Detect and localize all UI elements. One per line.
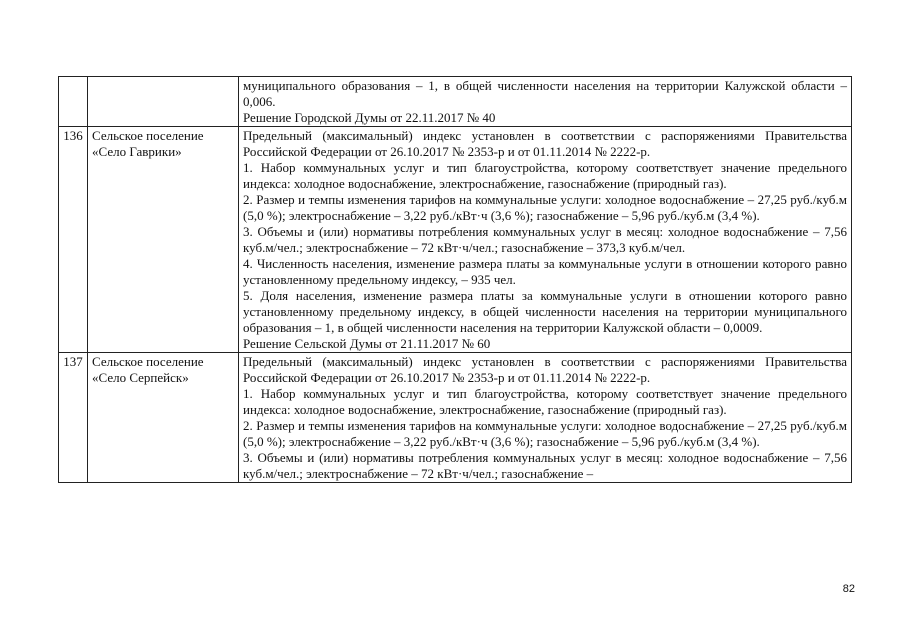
municipality-type: Сельское поселение	[92, 354, 204, 369]
municipality-name-cell	[88, 77, 239, 127]
municipality-name-cell	[88, 353, 239, 483]
municipality-name: «Село Серпейск»	[92, 370, 189, 385]
row-description-cell	[239, 127, 852, 353]
paragraph-tariffs: 2. Размер и темпы изменения тарифов на коммунальные услуги: холодное водоснабжение – 27,25 руб./куб.м (5,0 %); электроснабжение – 3,22 руб./кВт·ч (3,6 %); газоснабжение – 5,96 руб./куб.м (3,4 %).	[243, 192, 847, 223]
paragraph-service-set: 1. Набор коммунальных услуг и тип благоустройства, которому соответствует значение предельного индекса: холодное водоснабжение, электроснабжение, газоснабжение (природный газ).	[243, 386, 847, 417]
table-row	[59, 353, 852, 483]
municipality-name: «Село Гаврики»	[92, 144, 182, 159]
row-number-cell	[59, 77, 88, 127]
council-decision: Решение Городской Думы от 22.11.2017 № 40	[243, 110, 496, 125]
paragraph-index-basis: Предельный (максимальный) индекс установлен в соответствии с распоряжениями Правительства Российской Федерации от 26.10.2017 № 2353-р и от 01.11.2014 № 2222-р.	[243, 354, 847, 385]
paragraph-index-basis: Предельный (максимальный) индекс установлен в соответствии с распоряжениями Правительства Российской Федерации от 26.10.2017 № 2353-р и от 01.11.2014 № 2222-р.	[243, 128, 847, 159]
table-row-continued	[59, 77, 852, 127]
row-description-cell	[239, 77, 852, 127]
paragraph: муниципального образования – 1, в общей численности населения на территории Калужской области – 0,006.	[243, 78, 847, 109]
row-number-cell: 137	[59, 353, 88, 483]
paragraph-population: 4. Численность населения, изменение размера платы за коммунальные услуги в отношении которого равно установленному предельному индексу, – 935 чел.	[243, 256, 847, 287]
council-decision: Решение Сельской Думы от 21.11.2017 № 60	[243, 336, 491, 351]
municipality-type: Сельское поселение	[92, 128, 204, 143]
row-description-cell	[239, 353, 852, 483]
page-number: 82	[842, 583, 855, 595]
paragraph-service-set: 1. Набор коммунальных услуг и тип благоустройства, которому соответствует значение предельного индекса: холодное водоснабжение, электроснабжение, газоснабжение (природный газ).	[243, 160, 847, 191]
table-row	[59, 127, 852, 353]
paragraph-population-share: 5. Доля населения, изменение размера платы за коммунальные услуги в отношении которого равно установленному предельному индексу, в общей численности населения на территории муниципального образования – 1, в общей численности населения на территории Калужской области – 0,0009.	[243, 288, 847, 335]
row-number-cell: 136	[59, 127, 88, 353]
paragraph-tariffs: 2. Размер и темпы изменения тарифов на коммунальные услуги: холодное водоснабжение – 27,25 руб./куб.м (5,0 %); электроснабжение – 3,22 руб./кВт·ч (3,6 %); газоснабжение – 5,96 руб./куб.м (3,4 %).	[243, 418, 847, 449]
paragraph-consumption: 3. Объемы и (или) нормативы потребления коммунальных услуг в месяц: холодное водоснабжение – 7,56 куб.м/чел.; электроснабжение – 72 кВт·ч/чел.; газоснабжение – 373,3 куб.м/чел.	[243, 224, 847, 255]
utility-index-table	[58, 76, 852, 483]
paragraph-consumption: 3. Объемы и (или) нормативы потребления коммунальных услуг в месяц: холодное водоснабжение – 7,56 куб.м/чел.; электроснабжение – 72 кВт·ч/чел.; газоснабжение –	[243, 450, 847, 481]
municipality-name-cell	[88, 127, 239, 353]
